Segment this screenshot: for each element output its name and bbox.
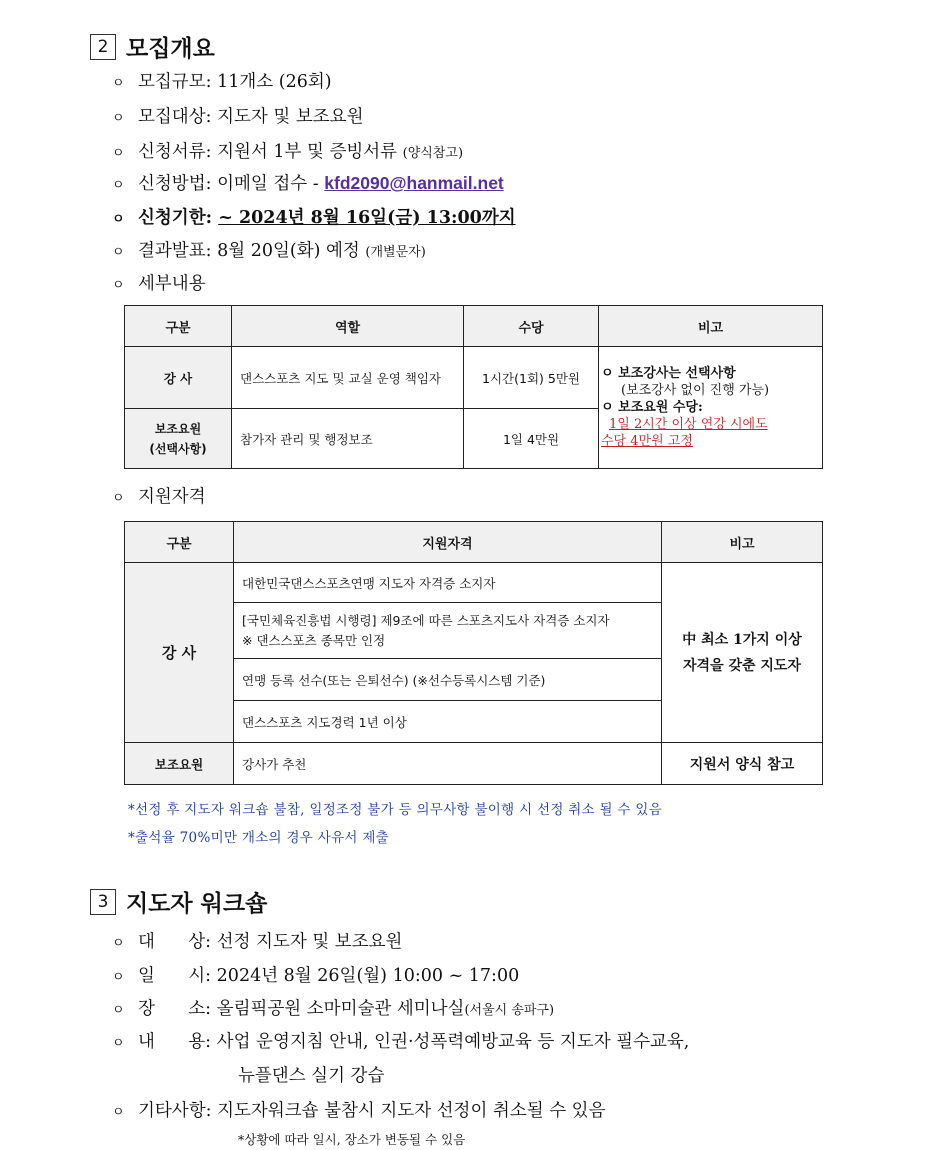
table-header: 지원자격 (234, 522, 662, 563)
list-item-content: ㅇ 내 용: 사업 운영지침 안내, 인권·성폭력예방교육 등 지도자 필수교육, (112, 1032, 690, 1052)
table-header: 역할 (232, 306, 464, 347)
row-category: 보조요원 (선택사항) (125, 409, 232, 469)
roles-table (124, 305, 823, 469)
row-pay: 1시간(1회) 5만원 (464, 347, 599, 409)
qualification-table (124, 521, 823, 785)
list-item-location: ㅇ 장 소: 올림픽공원 소마미술관 세미나실(서울시 송파구) (112, 999, 555, 1019)
email-link[interactable]: kfd2090@hanmail.net (324, 173, 504, 193)
qualification-item: 대한민국댄스스포츠연맹 지도자 자격증 소지자 (234, 563, 662, 603)
remark-cell: 지원서 양식 참고 (662, 743, 823, 785)
list-item-recruit-scale: ㅇ 모집규모: 11개소 (26회) (112, 72, 332, 92)
list-item-recruit-target: ㅇ 모집대상: 지도자 및 보조요원 (112, 107, 364, 127)
qualification-item: 강사가 추천 (234, 743, 662, 785)
row-role: 참가자 관리 및 행정보조 (232, 409, 464, 469)
section-title: 지도자 워크숍 (126, 891, 268, 917)
footnote: *상황에 따라 일시, 장소가 변동될 수 있음 (238, 1132, 466, 1147)
list-item-qualification: ㅇ 지원자격 (112, 487, 206, 507)
table-row (125, 743, 823, 785)
list-item-details: ㅇ 세부내용 (112, 274, 206, 294)
section-2-heading (90, 30, 215, 63)
section-3-heading (90, 885, 267, 918)
row-pay: 1일 4만원 (464, 409, 599, 469)
remark-cell: 中 최소 1가지 이상 자격을 갖춘 지도자 (662, 563, 823, 743)
list-item-documents: ㅇ 신청서류: 지원서 1부 및 증빙서류 (양식참고) (112, 142, 464, 162)
notice-text: *선정 후 지도자 워크숍 불참, 일정조정 불가 등 의무사항 불이행 시 선정 취소 될 수 있음 (128, 802, 663, 818)
list-item-datetime: ㅇ 일 시: 2024년 8월 26일(월) 10:00 ~ 17:00 (112, 966, 520, 986)
row-role: 댄스스포츠 지도 및 교실 운영 책임자 (232, 347, 464, 409)
table-row (125, 347, 823, 409)
list-item-apply-method: ㅇ 신청방법: 이메일 접수 - kfd2090@hanmail.net (112, 173, 504, 194)
list-item-deadline: ㅇ 신청기한: ~ 2024년 8월 16일(금) 13:00까지 (112, 208, 516, 228)
section-number: 2 (90, 34, 116, 60)
row-category: 강 사 (125, 563, 234, 743)
list-item-results: ㅇ 결과발표: 8월 20일(화) 예정 (개별문자) (112, 241, 426, 261)
qualification-item: 연맹 등록 선수(또는 은퇴선수) (※선수등록시스템 기준) (234, 659, 662, 701)
table-header: 구분 (125, 522, 234, 563)
qualification-item: 댄스스포츠 지도경력 1년 이상 (234, 701, 662, 743)
notice-text: *출석율 70%미만 개소의 경우 사유서 제출 (128, 830, 390, 846)
section-number: 3 (90, 889, 116, 915)
section-title: 모집개요 (126, 36, 215, 62)
table-row (125, 563, 823, 603)
list-item-content-cont: 뉴플댄스 실기 강습 (238, 1066, 385, 1086)
table-header: 비고 (599, 306, 823, 347)
row-category: 보조요원 (125, 743, 234, 785)
qualification-item: [국민체육진흥법 시행령] 제9조에 따른 스포츠지도사 자격증 소지자 ※ 댄스스포츠 종목만 인정 (234, 603, 662, 659)
remark-cell: ㅇ 보조강사는 선택사항 (보조강사 없이 진행 가능) ㅇ 보조요원 수당: 1일 2시간 이상 연강 시에도 수당 4만원 고정 (599, 347, 823, 469)
table-header: 수당 (464, 306, 599, 347)
row-category: 강 사 (125, 347, 232, 409)
list-item-target: ㅇ 대 상: 선정 지도자 및 보조요원 (112, 932, 403, 952)
list-item-other: ㅇ 기타사항: 지도자워크숍 불참시 지도자 선정이 취소될 수 있음 (112, 1101, 606, 1121)
table-header: 구분 (125, 306, 232, 347)
table-header: 비고 (662, 522, 823, 563)
